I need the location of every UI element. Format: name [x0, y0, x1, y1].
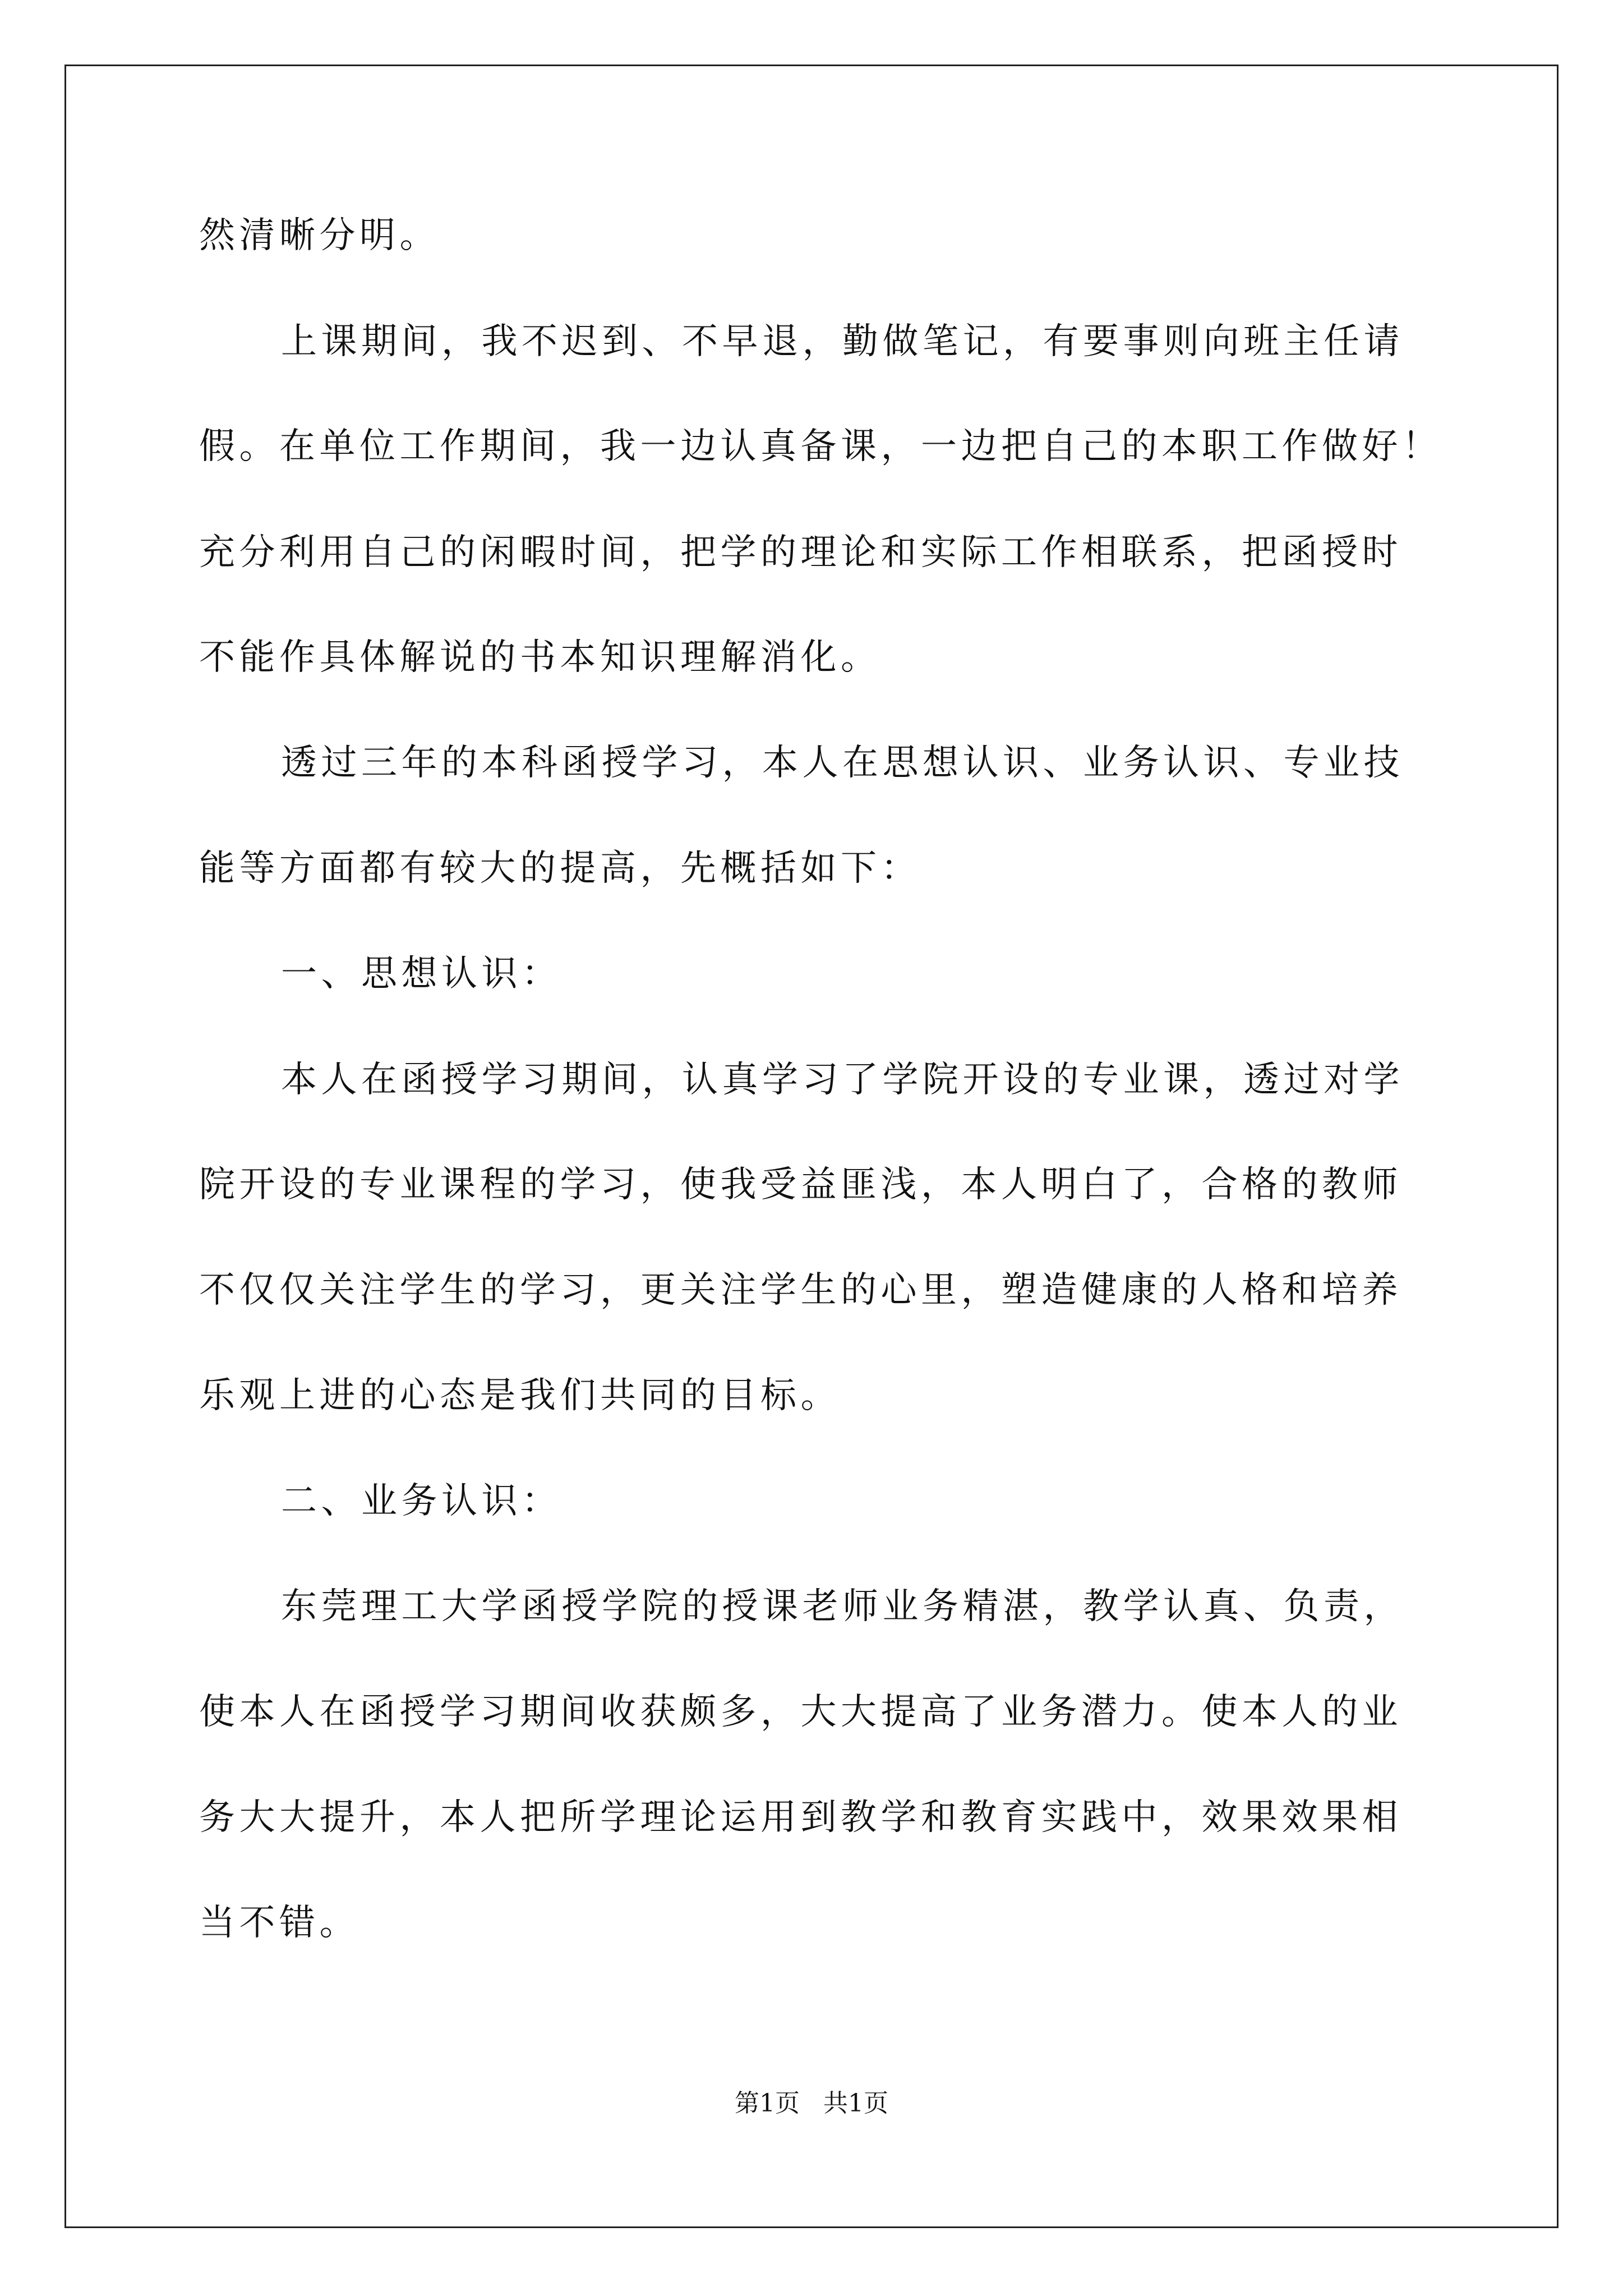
- paragraph-line: 充分利用自己的闲暇时间，把学的理论和实际工作相联系，把函授时: [199, 532, 1402, 573]
- paragraph-line: 院开设的专业课程的学习，使我受益匪浅，本人明白了，合格的教师: [199, 1164, 1402, 1205]
- paragraph-line: 然清晰分明。: [199, 215, 440, 256]
- paragraph-line: 东莞理工大学函授学院的授课老师业务精湛，教学认真、负责，: [281, 1586, 1404, 1627]
- paragraph-line: 使本人在函授学习期间收获颇多，大大提高了业务潜力。使本人的业: [199, 1691, 1402, 1733]
- paragraph-line: 透过三年的本科函授学习，本人在思想认识、业务认识、专业技: [281, 742, 1404, 784]
- paragraph-line: 务大大提升，本人把所学理论运用到教学和教育实践中，效果效果相: [199, 1797, 1402, 1838]
- page-number-footer: 第1页 共1页: [735, 2089, 888, 2118]
- paragraph-line: 假。在单位工作期间，我一边认真备课，一边把自己的本职工作做好！: [199, 426, 1442, 467]
- paragraph-line: 不能作具体解说的书本知识理解消化。: [199, 637, 881, 678]
- paragraph-line: 上课期间，我不迟到、不早退，勤做笔记，有要事则向班主任请: [281, 321, 1404, 362]
- paragraph-line: 不仅仅关注学生的学习，更关注学生的心里，塑造健康的人格和培养: [199, 1269, 1402, 1311]
- section-heading: 二、业务认识：: [281, 1480, 562, 1522]
- paragraph-line: 乐观上进的心态是我们共同的目标。: [199, 1375, 841, 1416]
- section-heading: 一、思想认识：: [281, 953, 562, 995]
- paragraph-line: 当不错。: [199, 1902, 359, 1944]
- paragraph-line: 本人在函授学习期间，认真学习了学院开设的专业课，透过对学: [281, 1059, 1404, 1101]
- paragraph-line: 能等方面都有较大的提高，先概括如下：: [199, 848, 921, 889]
